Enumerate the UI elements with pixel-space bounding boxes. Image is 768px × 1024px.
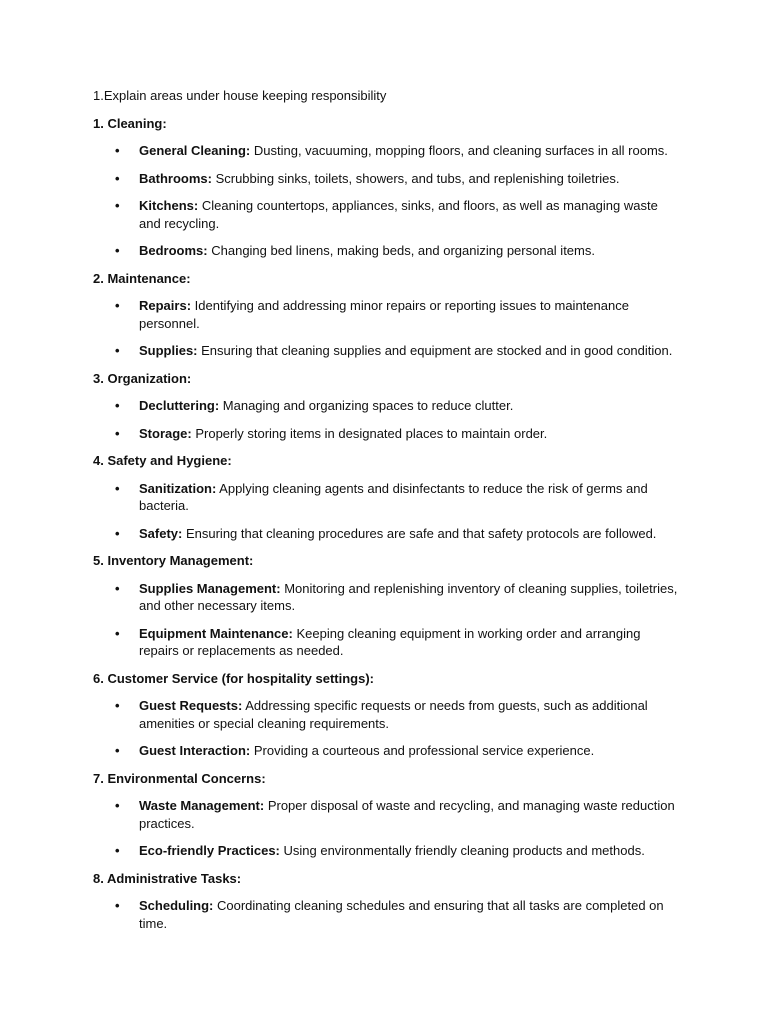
- item-term: Supplies:: [139, 343, 198, 358]
- item-term: Eco-friendly Practices:: [139, 843, 280, 858]
- bullet-list: [93, 697, 683, 760]
- item-term: Waste Management:: [139, 798, 265, 813]
- item-description: Identifying and addressing minor repairs or reporting issues to maintenance personnel.: [139, 298, 629, 331]
- item-description: Using environmentally friendly cleaning products and methods.: [279, 843, 645, 858]
- bullet-icon: •: [115, 798, 120, 813]
- item-description: Monitoring and replenishing inventory of cleaning supplies, toiletries, and other necessary items.: [139, 580, 678, 613]
- list-item: [93, 525, 683, 543]
- bullet-icon: •: [115, 398, 120, 413]
- list-item: [93, 425, 683, 443]
- section-heading: 3. Organization:: [93, 370, 192, 386]
- item-term: Supplies Management:: [139, 580, 281, 596]
- bullet-icon: •: [115, 198, 120, 213]
- item-term: Guest Requests:: [139, 698, 243, 713]
- item-term: Safety:: [139, 525, 183, 541]
- item-term: General Cleaning:: [139, 143, 251, 158]
- item-term: Kitchens:: [139, 198, 199, 213]
- section-heading: 6. Customer Service (for hospitality settings):: [93, 670, 375, 686]
- item-description: Proper disposal of waste and recycling, and managing waste reduction practices.: [139, 798, 675, 831]
- list-item: [93, 170, 683, 188]
- bullet-icon: •: [115, 525, 120, 541]
- bullet-list: [93, 797, 683, 860]
- list-item: [93, 897, 683, 932]
- list-item: [93, 842, 683, 860]
- item-description: Properly storing items in designated places to maintain order.: [191, 425, 548, 441]
- bullet-icon: •: [115, 298, 120, 313]
- list-item: [93, 625, 683, 660]
- item-description: Changing bed linens, making beds, and organizing personal items.: [207, 243, 595, 258]
- bullet-list: [93, 580, 683, 660]
- bullet-icon: •: [115, 698, 120, 713]
- bullet-icon: •: [115, 898, 120, 913]
- item-description: Ensuring that cleaning procedures are safe and that safety protocols are followed.: [182, 525, 657, 541]
- bullet-icon: •: [115, 743, 120, 758]
- bullet-icon: •: [115, 425, 120, 441]
- item-description: Cleaning countertops, appliances, sinks, and floors, as well as managing waste and recycling.: [139, 198, 658, 231]
- list-item: [93, 480, 683, 515]
- item-term: Scheduling:: [139, 898, 214, 913]
- item-description: Managing and organizing spaces to reduce clutter.: [219, 398, 514, 413]
- item-term: Repairs:: [139, 298, 192, 313]
- bullet-list: [93, 897, 683, 932]
- item-description: Scrubbing sinks, toilets, showers, and tubs, and replenishing toiletries.: [211, 170, 620, 186]
- item-term: Bedrooms:: [139, 243, 208, 258]
- bullet-icon: •: [115, 343, 120, 358]
- item-term: Bathrooms:: [139, 170, 212, 186]
- bullet-list: [93, 142, 683, 260]
- list-item: [93, 742, 683, 760]
- section-heading: 4. Safety and Hygiene:: [93, 453, 232, 468]
- list-item: [93, 580, 683, 615]
- section-heading: 2. Maintenance:: [93, 270, 191, 286]
- list-item: [93, 197, 683, 232]
- list-item: [93, 342, 683, 360]
- list-item: [93, 697, 683, 732]
- bullet-list: [93, 297, 683, 360]
- item-description: Applying cleaning agents and disinfectants to reduce the risk of germs and bacteria.: [139, 480, 648, 513]
- item-description: Addressing specific requests or needs from guests, such as additional amenities or special cleaning requirements.: [139, 698, 648, 731]
- list-item: [93, 797, 683, 832]
- bullet-icon: •: [115, 843, 120, 858]
- list-item: [93, 397, 683, 415]
- item-term: Guest Interaction:: [139, 743, 251, 758]
- bullet-list: [93, 397, 683, 442]
- item-term: Storage:: [139, 425, 192, 441]
- item-term: Decluttering:: [139, 398, 220, 413]
- document-body: [93, 87, 683, 942]
- item-description: Providing a courteous and professional service experience.: [250, 743, 595, 758]
- bullet-icon: •: [115, 243, 120, 258]
- bullet-icon: •: [115, 625, 120, 641]
- section-heading: 1. Cleaning:: [93, 115, 167, 131]
- list-item: [93, 142, 683, 160]
- section-heading: 8. Administrative Tasks:: [93, 870, 242, 886]
- bullet-icon: •: [115, 480, 120, 496]
- section-heading: 5. Inventory Management:: [93, 553, 254, 568]
- bullet-icon: •: [115, 143, 120, 158]
- bullet-list: [93, 480, 683, 543]
- bullet-icon: •: [115, 170, 120, 186]
- item-description: Coordinating cleaning schedules and ensuring that all tasks are completed on time.: [139, 898, 664, 931]
- item-description: Ensuring that cleaning supplies and equipment are stocked and in good condition.: [197, 343, 673, 358]
- sections-container: [93, 115, 683, 933]
- section-heading: 7. Environmental Concerns:: [93, 770, 266, 786]
- item-term: Equipment Maintenance:: [139, 625, 293, 641]
- bullet-icon: •: [115, 580, 120, 596]
- item-description: Keeping cleaning equipment in working order and arranging repairs or replacements as needed.: [139, 625, 641, 658]
- document-title: 1.Explain areas under house keeping responsibility: [93, 88, 387, 103]
- item-description: Dusting, vacuuming, mopping floors, and cleaning surfaces in all rooms.: [250, 143, 668, 158]
- list-item: [93, 297, 683, 332]
- list-item: [93, 242, 683, 260]
- item-term: Sanitization:: [139, 480, 217, 496]
